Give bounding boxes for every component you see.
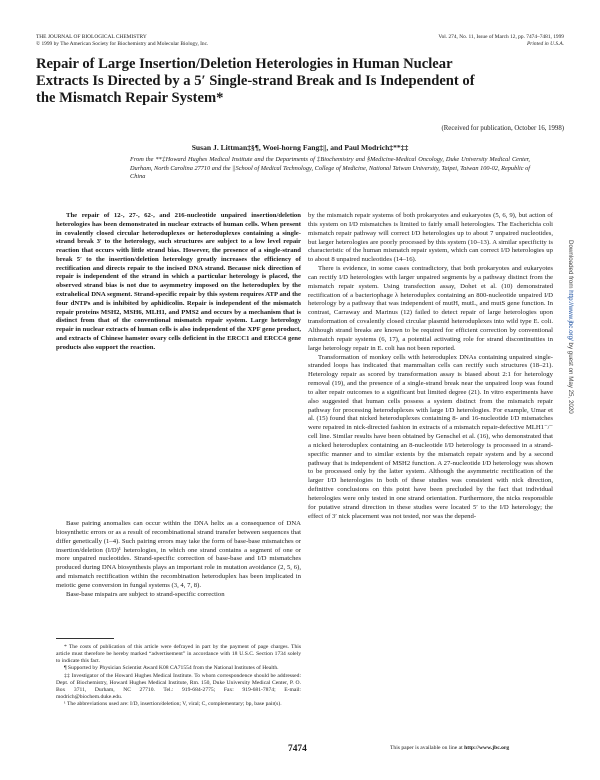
journal-header-left	[36, 34, 208, 47]
body-paragraph-3: Transformation of monkey cells with heteroduplex DNAs containing unpaired single-stranded loops has indicated that mammalian cells can rectify such structures (18–21). Heterology repair as scored by transformation assay is biased about 2:1 for heterology removal (19), and the presence of a single-strand break near the unpaired loop was found to alter repair outcomes to a significant but limited degree (21). In vitro experiments have also suggested that human cells possess a system distinct from the mismatch repair pathway for processing heteroduplexes with large I/D heterologies. For example, Umar et al. (15) found that nicked heteroduplexes containing 8- and 16-nucleotide I/D mismatches were repaired in nick-directed fashion in extracts of a mismatch repair-defective MLH1⁻/⁻ cell line. Similar results have been obtained by Genschel et al. (16), who demonstrated that a nicked heteroduplex containing an 8-nucleotide I/D heterology is processed in a strand-specific manner and to similar extents by the mismatch repair system and by a second pathway that is independent of MSH2 function. A 27-nucleotide I/D heterology was shown to be processed only by the latter system. Although the asymmetric rectification of the larger I/D heterologies in both of these studies was consistent with nick direction, definitive conclusions on this point have been precluded by the fact that individual heterologies were only tested in one strand orientation. Furthermore, the nicks responsible for putative strand direction in these studies were located 5′ to the I/D heterology; the effect of 3′ nick placement was not tested, nor was the depend-	[308, 353, 553, 520]
download-note	[567, 240, 574, 600]
body-paragraph-2: There is evidence, in some cases contradictory, that both prokaryotes and eukaryotes can rectify I/D heterologies with larger unpaired segments by a pathway distinct from the mismatch repair system. Using transfection assay, Dohet et al. (10) demonstrated rectification of a bacteriophage λ heteroduplex containing an 800-nucleotide unpaired I/D heterology by a pathway that was independent of mutH, mutL, and mutS gene function. In contrast, Carraway and Marinus (12) failed to detect repair of large heterologies upon transformation of covalently closed circular plasmid heteroduplexes into wild type E. coli. Although strand breaks are known to be required for efficient correction by conventional mismatch repair systems (6, 17), a potential activating role for strand discontinuities in large heterology repair in E. coli has not been reported.	[308, 265, 553, 352]
volume-line: Vol. 274, No. 11, Issue of March 12, pp. 7474–7481, 1999	[438, 34, 564, 40]
left-column-body	[56, 520, 301, 600]
footnotes	[56, 644, 301, 708]
affiliation: From the **‡Howard Hughes Medical Institute and the Departments of ‡Biochemistry and §Medicine-Medical Oncology, Duke University Medical Center, Durham, North Carolina 27710 and the ||School of Medical Technology, College of Medicine, National Taiwan University, Taipei, Taiwan 100-02, Republic of China	[130, 156, 530, 181]
page-number: 7474	[288, 744, 307, 754]
footer-note	[390, 745, 509, 751]
footnote-abbreviations: ¹ The abbreviations used are: I/D, insertion/deletion; V, viral; C, complementary; bp, base pair(s).	[64, 701, 282, 708]
author-list: Susan J. Littman‡§¶, Woei-horng Fang‡||, and Paul Modrich‡**‡‡	[191, 143, 409, 152]
body-paragraph-1: by the mismatch repair systems of both prokaryotes and eukaryotes (5, 6, 9), but action of this system on I/D mismatches is limited to fairly small heterologies. The Escherichia coli mismatch repair pathway will correct I/D heterologies up to about 7 unpaired nucleotides, but larger heterologies are poorly processed by this system (10–13). A similar specificity is characteristic of the human mismatch repair system, which can correct I/D heterologies up to about 8 unpaired nucleotides (14–16).	[308, 212, 553, 264]
printed-line: Printed in U.S.A.	[527, 40, 564, 47]
footnote-costs: * The costs of publication of this article were defrayed in part by the payment of page charges. This article must therefore be hereby marked “advertisement” in accordance with 18 U.S.C. Section 1734 solely to indicate this fact.	[56, 644, 301, 665]
copyright-line: © 1999 by The American Society for Biochemistry and Molecular Biology, Inc.	[36, 40, 209, 47]
footnote-divider	[56, 638, 114, 639]
download-suffix: by guest on May 25, 2020	[567, 340, 574, 414]
intro-paragraph-1: Base pairing anomalies can occur within the DNA helix as a consequence of DNA biosynthetic errors or as a result of recombinational strand transfer between sequences that differ genetically (1–4). Such pairing errors may take the form of base-base mismatches or insertion/deletion (I/D)¹ heterologies, in which one strand contains a segment of one or more unpaired nucleotides. Strand-specific correction of base-base and I/D mismatches produced during DNA biosynthesis plays an important role in mutation avoidance (2, 5, 6), and mismatch rectification within the recombination heteroduplex has been implicated in meiotic gene conversion in fungal systems (3, 4, 7, 8).	[56, 520, 301, 589]
footnote-support: ¶ Supported by Physician Scientist Award K08 CA71554 from the National Institutes of Health.	[64, 665, 279, 672]
journal-name: THE JOURNAL OF BIOLOGICAL CHEMISTRY	[36, 34, 147, 40]
footer-note-text: This paper is available on line at	[390, 745, 465, 751]
received-date: (Received for publication, October 16, 1998)	[441, 125, 564, 132]
right-column-body	[308, 212, 553, 522]
journal-header-right	[438, 34, 564, 47]
abstract: The repair of 12-, 27-, 62-, and 216-nucleotide unpaired insertion/deletion heterologies has been demonstrated in nuclear extracts of human cells. When present in covalently closed circular heteroduplexes or heteroduplexes containing a single-strand break 3′ to the heterology, such structures are subject to a low level repair reaction that occurs with little strand bias. However, the presence of a single-strand break 5′ to the insertion/deletion heterology greatly increases the efficiency of rectification and directs repair to the incised DNA strand. Because nick direction of repair is independent of the strand in which a particular heterology is placed, the observed strand bias is not due to asymmetry imposed on the heteroduplex by the extrahelical DNA segment. Strand-specific repair by this system requires ATP and the four dNTPs and is inhibited by aphidicolin. Repair is independent of the mismatch repair proteins MSH2, MSH6, MLH1, and PMS2 and occurs by a mechanism that is distinct from that of the conventional mismatch repair system. Large heterology repair in nuclear extracts of human cells is also independent of the XPF gene product, and extracts of Chinese hamster ovary cells deficient in the ERCC1 and ERCC4 gene products also support the reaction.	[56, 212, 301, 351]
download-prefix: Downloaded from	[567, 240, 574, 291]
footnote-correspondence: ‡‡ Investigator of the Howard Hughes Medical Institute. To whom correspondence should be addressed: Dept. of Biochemistry, Howard Hughes Medical Institute, Rm. 150, Duke University Medical Center, P. O. Box 3711, Durham, NC 27710. Tel.: 919-684-2775; Fax: 919-681-7874; E-mail: modrich@biochem.duke.edu.	[56, 672, 301, 701]
intro-paragraph-2: Base-base mispairs are subject to strand-specific correction	[66, 590, 225, 598]
article-title: Repair of Large Insertion/Deletion Heterologies in Human Nuclear Extracts Is Directed by a 5′ Single-strand Break and Is Independent of the Mismatch Repair System*	[36, 56, 475, 106]
download-url-link[interactable]: http://www.jbc.org/	[567, 290, 574, 341]
download-sidebar	[562, 240, 576, 600]
footer-url-link[interactable]: http://www.jbc.org	[464, 745, 510, 751]
